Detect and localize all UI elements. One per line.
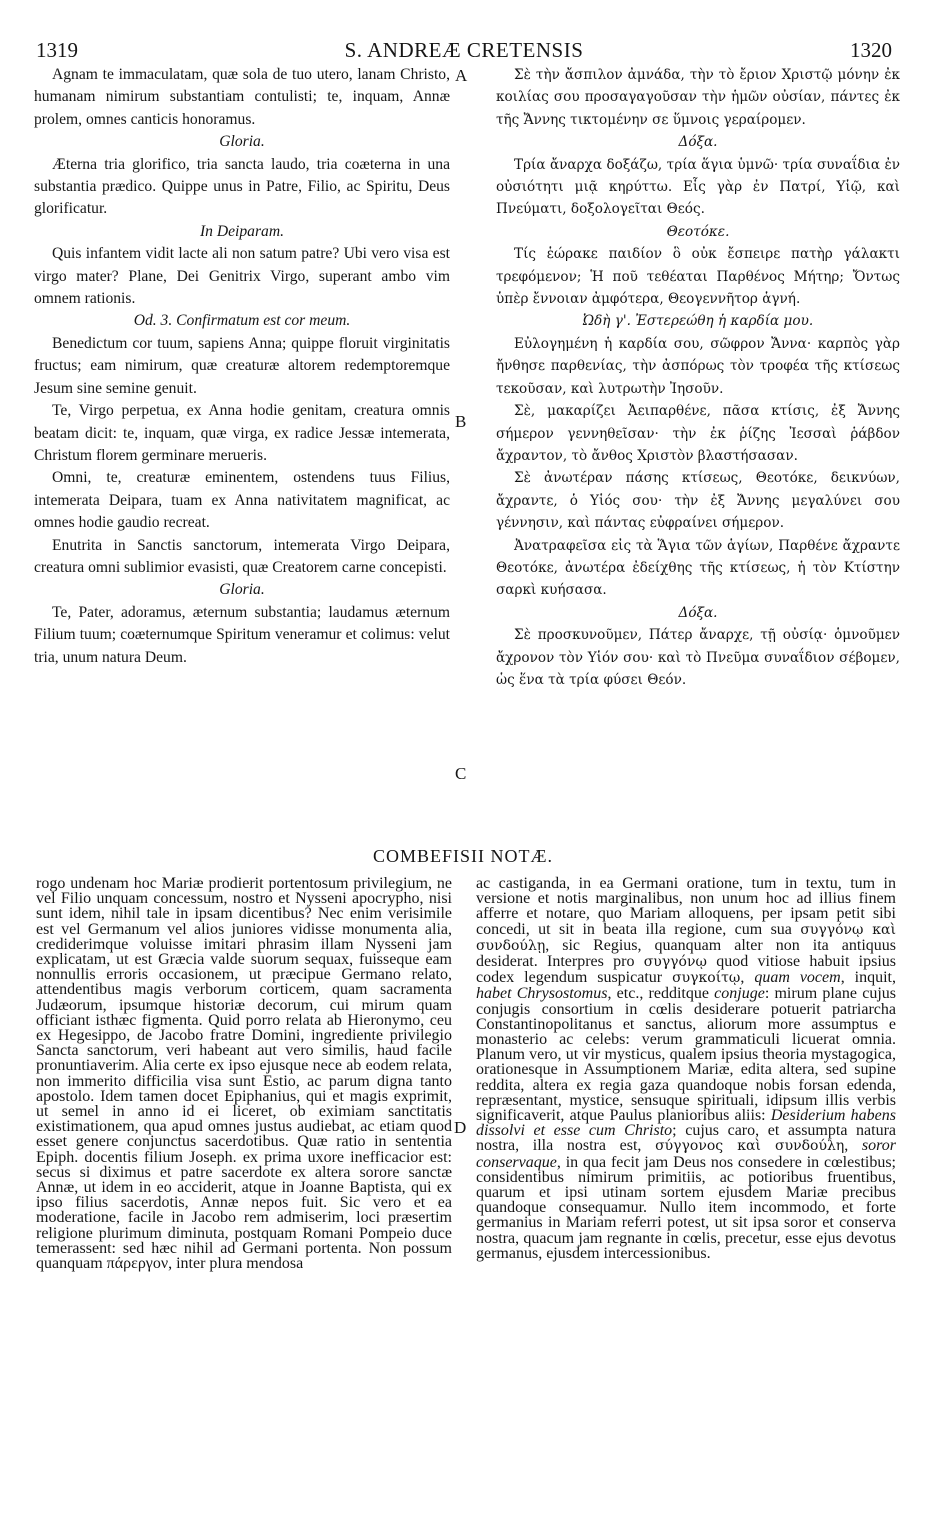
notes-paragraph [476, 876, 896, 1261]
margin-letter-a: A [455, 66, 468, 85]
latin-paragraph: Omni, te, creaturæ eminentem, ostendens tuus Filius, intemerata Deipara, tuam ex Anna nativitatem magnificat, ac omnes hodie gaudio recreat. [34, 469, 450, 532]
section-heading: Gloria. [219, 581, 265, 599]
notes-column-right [476, 876, 896, 1261]
notes-text: , in qua fecit jam Deus nos consedere in cœlestibus; considentibus nimirum primitiis, ac potioribus fruentibus, quarum et ipsi utinam sortem ejusdem Mariæ precibus quandoque consequamur. Nullo item incommodo, et forte germanius in Mariam referri potest, ut sit ipsa soror et conserva nostra, quacum jam regnante in cœlis, precetur, esse ejus devotus germanus, ejusdem intercessionibus. [476, 1153, 896, 1262]
section-heading: Gloria. [219, 133, 265, 151]
section-heading: Δόξα. [678, 134, 718, 151]
notes-text: quod vitiose habuit ipsius codex legendum suspicatur [476, 953, 897, 987]
ode-heading: Od. 3. Confirmatum est cor meum. [133, 312, 351, 330]
greek-paragraph: Σὲ προσκυνοῦμεν, Πάτερ ἄναρχε, τῇ οὐσίᾳ· ὁμνοῦμεν ἄχρονον τὸν Υἱόν σου· καὶ τὸ Πνεῦμα συναΐδιον σέβομεν, ὡς ἕνα τὰ τρία φύσει Θεόν. [496, 627, 900, 688]
italic-phrase: quam vocem [754, 969, 841, 987]
notes-text: , sic Regius, quanquam alter non ita antiquus desiderat. Interpres pro [476, 936, 896, 971]
latin-paragraph: Agnam te immaculatam, quæ sola de tuo utero, lanam Christo, humanam nimirum substantiam contulisti; te, inquam, Annæ prolem, omnes canticis honoramus. [34, 66, 450, 128]
notes-text: , etc., redditque [607, 985, 715, 1003]
greek-paragraph: Τίς ἑώρακε παιδίον ὃ οὐκ ἔσπειρε πατὴρ γάλακτι τρεφόμενον; Ἡ ποῦ τεθέαται Παρθένος Μήτηρ; Ὄντως ὑπὲρ ἔννοιαν ἀμφότερα, Θεογεννῆτορ ἁγνή. [496, 246, 900, 308]
greek-column [496, 64, 900, 691]
latin-column [34, 64, 450, 669]
margin-letter-d: D [454, 1118, 467, 1137]
italic-phrase: habet Chrysostomus [476, 985, 608, 1003]
greek-term: συγγόνῳ [643, 954, 707, 971]
greek-paragraph: Σὲ τὴν ἄσπιλον ἀμνάδα, τὴν τὸ ἔριον Χριστῷ μόνην ἐκ κοιλίας σου προσαγαγοῦσαν τὴν ἡμῶν οὐσίαν, πάντες ἐκ τῆς Ἄννης τικτομένην σε ὕμνοις γεραίρομεν. [496, 67, 900, 128]
margin-letter-c: C [455, 764, 467, 783]
greek-paragraph: Σὲ ἀνωτέραν πάσης κτίσεως, Θεοτόκε, δεικνύων, ἄχραντε, ὁ Υἱός σου· τὴν ἐξ Ἄννης μεγαλύνει σου γέννησιν, καὶ πάντας εὐφραίνει σήμερον. [496, 470, 900, 532]
latin-paragraph: Te, Pater, adoramus, æternum substantia; laudamus æternum Filium tuum; coæternumque Spiritum veneramur et colimus: velut tria, unum natura Deum. [34, 603, 450, 666]
page-header [36, 38, 892, 64]
greek-paragraph: Τρία ἄναρχα δοξάζω, τρία ἅγια ὑμνῶ· τρία συναΐδια ἐν οὐσιότητι μιᾷ κηρύττω. Εἷς γὰρ ἐν Πατρί, Υἱῷ, καὶ Πνεύματι, δοξολογεῖται Θεός. [496, 156, 900, 218]
notes-paragraph: rogo undenam hoc Mariæ prodierit portentosum privilegium, ne vel Filio unquam concessum, nostro et Nysseni apocrypho, nisi sunt idem, nihil tale in ipsam dicentibus? Nec enim verisimile est vel Germanum vel alios juniores vidisse monumenta alia, crediderimque voluisse imitari phrasim illam Nysseni jam explicatam, ut est Græcia valde suorum sequax, fuisseque eam nonnullis erroris occasionem, ut præcipue Germano relato, attendentibus magis verborum corticem, quam sacramenta Judæorum, ipsumque historiæ decorum, cui mirum quam officiant isthæc figmenta. Quid porro relata ab Hieronymo, ceu ex Hegesippo, de Jacobo fratre Domini, ingrediente privilegio Sancta sanctorum, veri habeant aut vero similis, haud facile pronuntiaverim. Alia certe ex ipso ejusque nece ab eodem relata, non immerito difficilia visa sunt Estio, ac parum digna tanto apostolo. Idem tamen docet Epiphanius, qui et magis exprimit, ut semel in anno id ei liceret, ob eximiam sanctitatis existimationem, qua apud omnes justus audiebat, ac etiam quod esset genere conjunctus sacerdotibus. Quæ ratio in sententia Epiph. docentis filium Joseph. ex prima uxore inefficacior est: secus si diximus et patre sacerdote ex altera sorore sanctæ Annæ, ut idem in eo acciderit, atque in Joanne Baptista, qui ex ipso filius sacerdotis, Annæ nepos fuit. Sic vero et ea moderatione, facile in Jacobo rem admiserim, loci præsertim religione plurimum diminuta, postquam Romani Pompeio duce temerassent: sed hæc nihil ad Germani portenta. Non possum quanquam πάρεργον, inter plura mendosa [36, 875, 452, 1273]
latin-paragraph: Benedictum cor tuum, sapiens Anna; quippe floruit virginitatis fructus; eam nimirum, quæ creaturæ altorem redemptoremque Jesum sine semine genuit. [34, 334, 450, 397]
notes-text: , inquit, [840, 969, 897, 987]
greek-term: συγκοίτῳ [672, 970, 741, 987]
section-heading: In Deiparam. [199, 222, 285, 240]
italic-phrase: soror conservaque [476, 1137, 897, 1171]
section-heading: Θεοτόκε. [666, 223, 730, 240]
greek-paragraph: Ἀνατραφεῖσα εἰς τὰ Ἅγια τῶν ἁγίων, Παρθένε ἄχραντε Θεοτόκε, ἀνωτέρα ἐδείχθης τῆς κτίσεως, ἡ τὸν Κτίστην σαρκὶ κυήσασα. [496, 537, 900, 599]
latin-paragraph: Te, Virgo perpetua, ex Anna hodie genitam, creatura omnis beatam dicit: te, inquam, quæ virga, ex radice Jessæ intemerata, Christum florem germinare merueris. [34, 402, 450, 464]
notes-text: , [844, 1137, 862, 1155]
section-heading: Δόξα. [678, 604, 718, 621]
latin-paragraph: Enutrita in Sanctis sanctorum, intemerata Virgo Deipara, creatura omni sublimior evasisti, quæ Creatorem carne concepisti. [34, 536, 450, 576]
hymn-section [34, 64, 900, 826]
notes-section [36, 876, 896, 1516]
greek-paragraph: Σὲ, μακαρίζει Ἀειπαρθένε, πᾶσα κτίσις, ἐξ Ἄννης σήμερον γεννηθεῖσαν· τὴν ἐκ ῥίζης Ἰεσσαὶ ῥάβδον ἄχραντον, τὸ ἄνθος Χριστὸν βλαστήσασαν. [496, 403, 900, 464]
margin-letter-b: B [455, 412, 467, 431]
notes-text: : mirum plane cujus conjugis consortium in cœlis desiderare potuerit patriarcha Constantinopolitanus et sanctus, aliorum more assumptus e monasterio ac celebs: verum grammaticuli licuerat omnia. Planum vero, ut vir mysticus, qualem ipsius theoria mystagogica, orationesque in Assumptionem Mariæ, edita altera, sed supine reddita, altera ex regia gaza quandoque nobis forsan edenda, repræsentant, mystice, sensuque spirituali, idipsum illis verbis significaverit, atque Paulus planioribus aliis: [476, 985, 897, 1125]
running-title: S. ANDREÆ CRETENSIS [344, 38, 584, 62]
latin-paragraph: Quis infantem vidit lacte ali non satum patre? Ubi vero visa est virgo mater? Plane, Dei Genitrix Virgo, superant ambo vim omnem rationis. [34, 245, 450, 308]
page-number-left: 1319 [36, 38, 78, 62]
italic-phrase: conjuge [714, 985, 765, 1003]
notes-title: COMBEFISII NOTÆ. [372, 846, 553, 866]
greek-term: συγγόνῳ καὶ συνδούλῃ [476, 921, 897, 954]
greek-paragraph: Εὐλογημένη ἡ καρδία σου, σῶφρον Ἄννα· καρπὸς γὰρ ἤνθησε παρθενίας, τὴν ἀσπόρως τὸν τροφέα τῆς κτίσεως τεκοῦσαν, καὶ λυτρωτὴν Ἰησοῦν. [496, 335, 900, 397]
notes-text: , [740, 969, 755, 987]
ode-heading: Ὠδὴ γ'. Ἐστερεώθη ἡ καρδία μου. [582, 313, 814, 330]
page-number-right: 1320 [850, 38, 892, 62]
latin-paragraph: Æterna tria glorifico, tria sancta laudo, tria coæterna in una substantia prædico. Quippe unus in Patre, Filio, ac Spiritu, Deus glorificatur. [34, 155, 450, 218]
notes-text: ; cujus caro, et assumpta natura nostra, illa nostra est, [476, 1122, 896, 1155]
greek-term: σύγγονος καὶ συνδούλη [655, 1138, 845, 1155]
notes-text: ac castiganda, in ea Germani oratione, tum in textu, tum in versione et notis marginalibus, non unum hoc ad illius finem afferre et notare, quo Mariam alloquens, per ipsam petit sibi concedi, ut sit in beata illa regione, cum sua [476, 875, 896, 938]
italic-phrase: Desiderium habens dissolvi et esse cum Christo [476, 1107, 896, 1140]
notes-column-left [36, 876, 452, 1271]
